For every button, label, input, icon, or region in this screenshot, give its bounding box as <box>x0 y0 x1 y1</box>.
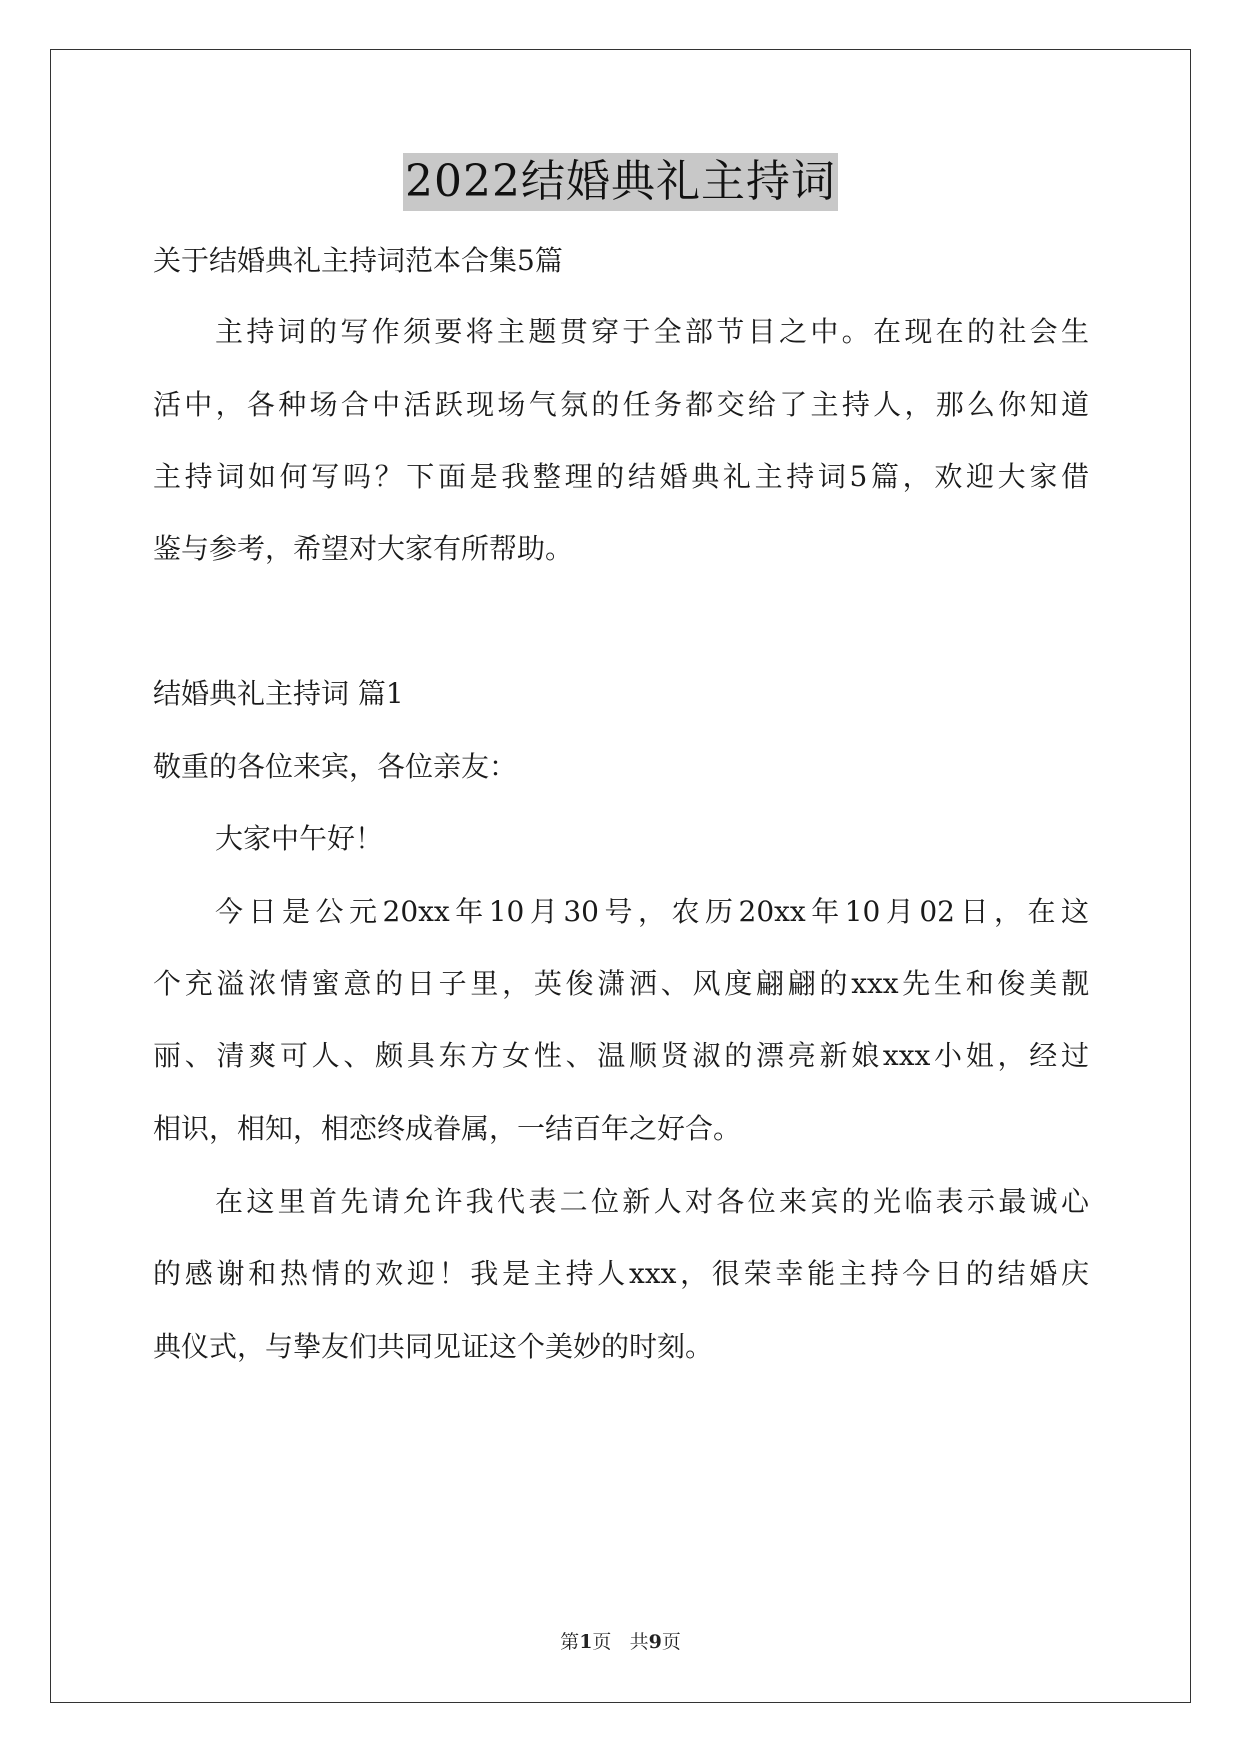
footer-page-unit: 页 <box>592 1631 612 1653</box>
salutation-line: 大家中午好！ <box>215 822 384 855</box>
page-footer <box>0 1630 1241 1654</box>
page-border <box>50 49 1191 1703</box>
para2-line-3: 典仪式，与挚友们共同见证这个美妙的时刻。 <box>153 1330 714 1363</box>
document-title: 2022结婚典礼主持词 <box>403 153 838 211</box>
para2-line-2: 的感谢和热情的欢迎！我是主持人xxx，很荣幸能主持今日的结婚庆 <box>153 1257 1089 1290</box>
para1-line-3: 丽、清爽可人、颇具东方女性、温顺贤淑的漂亮新娘xxx小姐，经过 <box>153 1039 1089 1072</box>
intro-line-4: 鉴与参考，希望对大家有所帮助。 <box>153 532 574 565</box>
footer-total-prefix: 共 <box>629 1631 649 1653</box>
para1-line-2: 个充溢浓情蜜意的日子里，英俊潇洒、风度翩翩的xxx先生和俊美靓 <box>153 967 1089 1000</box>
intro-line-1: 主持词的写作须要将主题贯穿于全部节目之中。在现在的社会生 <box>215 315 1089 348</box>
footer-page-prefix: 第 <box>560 1631 580 1653</box>
intro-line-2: 活中，各种场合中活跃现场气氛的任务都交给了主持人，那么你知道 <box>153 388 1089 421</box>
footer-current-page: 1 <box>579 1631 593 1653</box>
document-subtitle: 关于结婚典礼主持词范本合集5篇 <box>153 244 563 277</box>
para1-line-1: 今日是公元20xx年10月30号，农历20xx年10月02日，在这 <box>215 895 1089 928</box>
footer-total-unit: 页 <box>661 1631 681 1653</box>
title-container <box>0 153 1241 211</box>
footer-total-pages: 9 <box>648 1631 662 1653</box>
para2-line-1: 在这里首先请允许我代表二位新人对各位来宾的光临表示最诚心 <box>215 1185 1089 1218</box>
intro-line-3: 主持词如何写吗？下面是我整理的结婚典礼主持词5篇，欢迎大家借 <box>153 460 1089 493</box>
para1-line-4: 相识，相知，相恋终成眷属，一结百年之好合。 <box>153 1112 742 1145</box>
greeting-line: 敬重的各位来宾，各位亲友： <box>153 750 518 783</box>
section-heading: 结婚典礼主持词 篇1 <box>153 677 404 710</box>
